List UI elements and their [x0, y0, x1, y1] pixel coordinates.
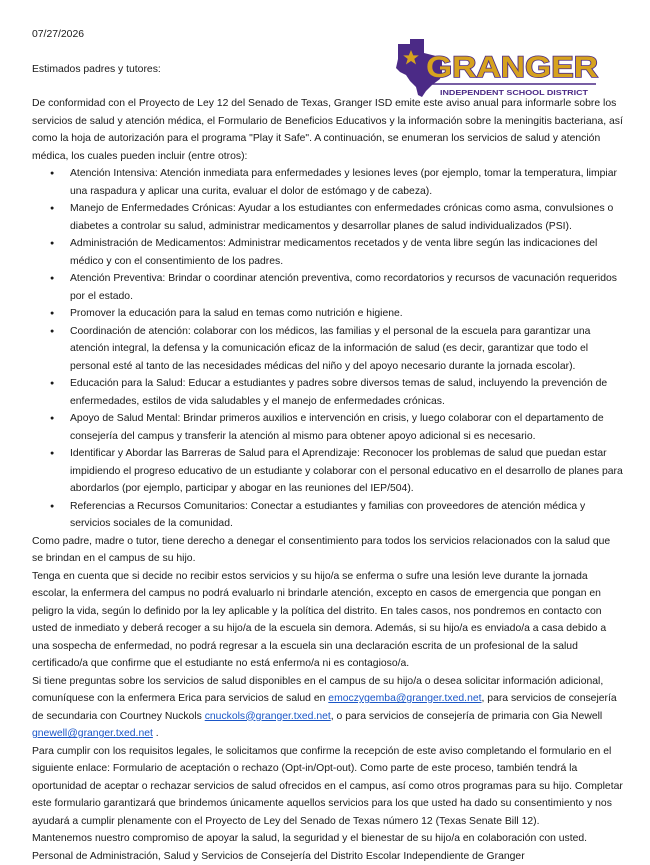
list-item: ● Administración de Medicamentos: Administrar medicamentos recetados y de venta libre según las indicaciones del médico y con el consentimiento de los padres. [70, 235, 624, 270]
letter-date: 07/27/2026 [32, 26, 84, 44]
list-item: ● Identificar y Abordar las Barreras de Salud para el Aprendizaje: Reconocer los problemas de salud que puedan estar impidiendo el progreso educativo de un estudiante y colaborar con el personal educativo en el desarrollo de planes para abordarlos (por ejemplo, participar y abogar en las reuniones del IEP/504). [70, 445, 624, 498]
logo-subtitle: INDEPENDENT SCHOOL DISTRICT [440, 88, 589, 97]
consent-right-paragraph: Como padre, madre o tutor, tiene derecho a denegar el consentimiento para todos los servicios relacionados con la salud que se brindan en el campus de su hijo. [32, 533, 624, 568]
legal-paragraph: Para cumplir con los requisitos legales, le solicitamos que confirme la recepción de este aviso completando el formulario en el siguiente enlace: Formulario de aceptación o rechazo (Opt-in/Opt-out). Como parte de este proceso, también tendrá la oportunidad de aceptar o rechazar servicios de salud ofrecidos en el campus, así como otros programas para su hijo. Completar este formulario garantizará que brindemos únicamente aquellos servicios para los que usted ha dado su consentimiento y nos ayudará a cumplir plenamente con el Proyecto de Ley del Senado de Texas número 12 (Texas Senate Bill 12). [32, 743, 624, 831]
list-item: ● Apoyo de Salud Mental: Brindar primeros auxilios e intervención en crisis, y luego colaborar con el departamento de consejería del campus y transferir la atención al mismo para obtener apoyo adicional si es necesario. [70, 410, 624, 445]
contact-paragraph [32, 673, 624, 743]
intro-paragraph: De conformidad con el Proyecto de Ley 12 del Senado de Texas, Granger ISD emite este aviso anual para informarle sobre los servicios de salud y atención médica, el Formulario de Beneficios Educativos y la información sobre la meningitis bacteriana, así como la hoja de autorización para el programa "Play it Safe". A continuación, se enumeran los servicios de salud y atención médica, los cuales pueden incluir (entre otros): [32, 95, 624, 165]
contact-text: , o para servicios de consejería de primaria con Gia Newell [331, 711, 602, 722]
list-item: ● Educación para la Salud: Educar a estudiantes y padres sobre diversos temas de salud, incluyendo la prevención de enfermedades, estilos de vida saludables y el manejo de enfermedades crónicas. [70, 375, 624, 410]
logo-wordmark: GRANGER [426, 51, 598, 84]
contact-text: , para servicios de consejería de secundaria con Courtney Nuckols [32, 693, 617, 722]
primary-counselor-email-link[interactable]: gnewell@granger.txed.net [32, 728, 153, 739]
closing-paragraph: Mantenemos nuestro compromiso de apoyar la salud, la seguridad y el bienestar de su hijo/a en colaboración con usted. [32, 830, 624, 848]
warning-paragraph: Tenga en cuenta que si decide no recibir estos servicios y su hijo/a se enferma o sufre una lesión leve durante la jornada escolar, la enfermera del campus no podrá evaluarlo ni brindarle atención, excepto en casos de emergencia que pongan en peligro la vida, según lo definido por la ley aplicable y la política del distrito. En tales casos, nos pondremos en contacto con usted de inmediato y deberá recoger a su hijo/a de la escuela sin demora. Además, si su hijo/a es enviado/a a casa debido a una sospecha de enfermedad, no podrá regresar a la escuela sin una declaración escrita de un profesional de la salud certificado/a que confirme que el estudiante no está enfermo/a ni es contagioso/a. [32, 568, 624, 673]
contact-text: Si tiene preguntas sobre los servicios de salud disponibles en el campus de su hijo/a o desea solicitar información adicional, comuníquese con la enfermera Erica para servicios de salud en [32, 676, 603, 705]
nurse-email-link[interactable]: emoczygemba@granger.txed.net [328, 693, 481, 704]
greeting: Estimados padres y tutores: [32, 61, 161, 79]
list-item: ● Referencias a Recursos Comunitarios: Conectar a estudiantes y familias con proveedores de atención médica y servicios sociales de la comunidad. [70, 498, 624, 533]
list-item: ● Atención Preventiva: Brindar o coordinar atención preventiva, como recordatorios y recursos de vacunación requeridos por el estado. [70, 270, 624, 305]
list-item: ● Atención Intensiva: Atención inmediata para enfermedades y lesiones leves (por ejemplo, tomar la temperatura, limpiar una raspadura y aplicar una curita, evaluar el dolor de estómago y de cabeza). [70, 165, 624, 200]
granger-isd-logo [396, 39, 602, 101]
letter-body [32, 95, 624, 865]
list-item: ● Promover la educación para la salud en temas como nutrición e higiene. [70, 305, 624, 323]
signature-line: Personal de Administración, Salud y Servicios de Consejería del Distrito Escolar Independiente de Granger [32, 848, 624, 865]
list-item: ● Coordinación de atención: colaborar con los médicos, las familias y el personal de la escuela para garantizar una atención integral, la defensa y la comunicación eficaz de la información de salud (es decir, garantizar que todo el personal esté al tanto de las necesidades médicas del niño y del apoyo necesario durante la jornada escolar). [70, 323, 624, 376]
list-item: ● Manejo de Enfermedades Crónicas: Ayudar a los estudiantes con enfermedades crónicas como asma, convulsiones o diabetes a controlar su salud, administrar medicamentos y desarrollar planes de salud individualizados (PSI). [70, 200, 624, 235]
contact-text: . [153, 728, 159, 739]
secondary-counselor-email-link[interactable]: cnuckols@granger.txed.net [205, 711, 331, 722]
services-list [32, 165, 624, 533]
